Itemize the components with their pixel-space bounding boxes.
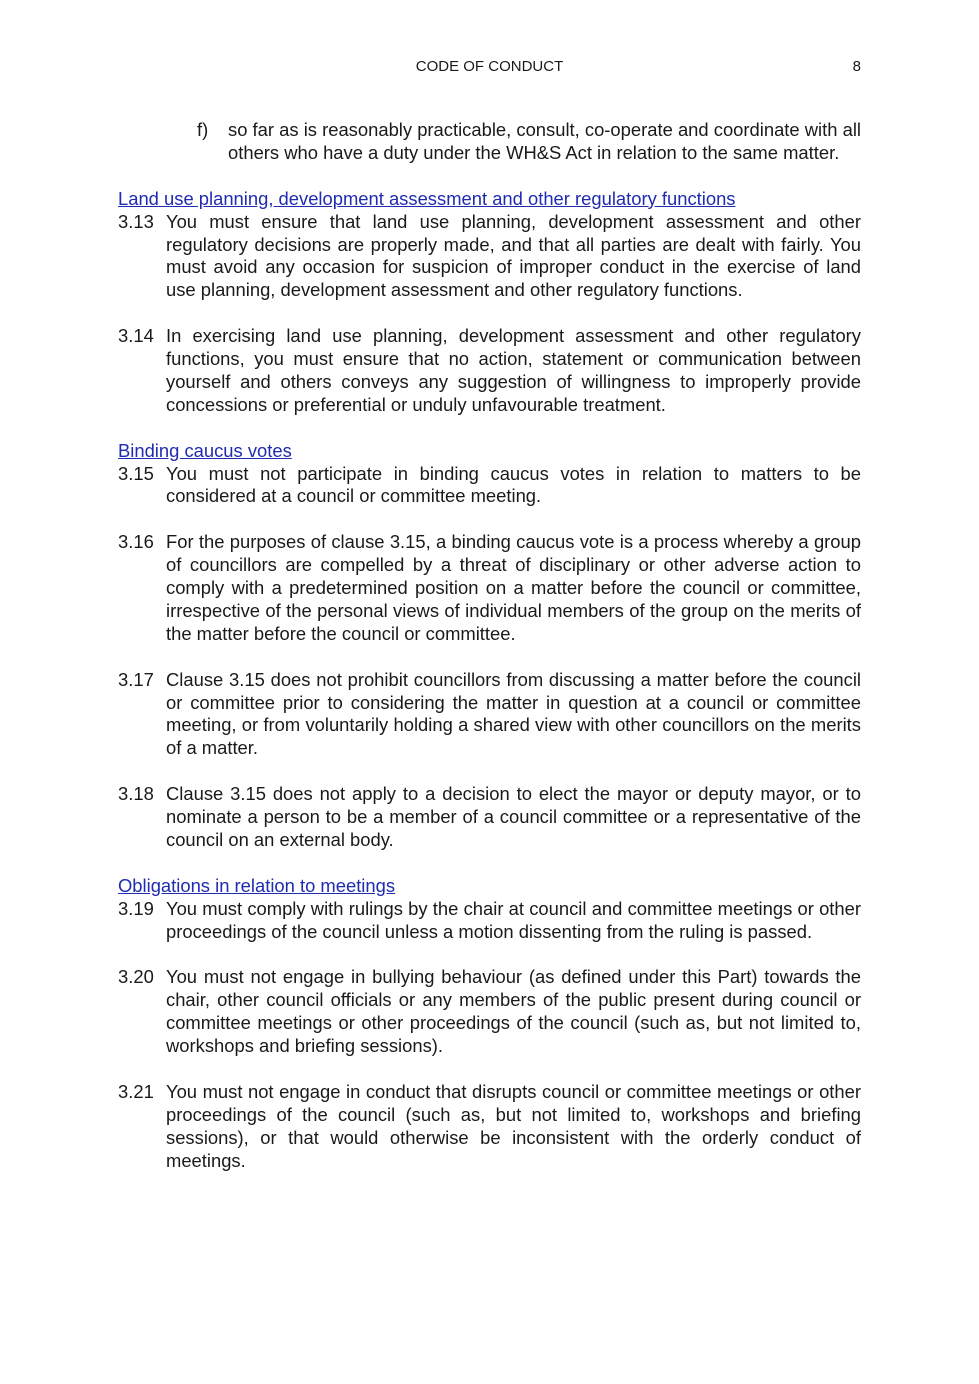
clause-number: 3.13	[118, 210, 154, 232]
list-item-f	[197, 119, 861, 165]
clause-3-17	[118, 669, 861, 761]
document-title: CODE OF CONDUCT	[415, 58, 564, 75]
clause-number: 3.16	[118, 531, 154, 553]
clause-3-16	[118, 531, 861, 646]
clause-text: Clause 3.15 does not prohibit councillors from discussing a matter before the council or committee prior to considering the matter in question at a council or committee meeting, or from voluntarily holding a shared view with other councillors on the merits of a matter.	[166, 668, 861, 759]
clause-text: Clause 3.15 does not apply to a decision to elect the mayor or deputy mayor, or to nominate a person to be a member of a council committee or a representative of the council on an external body.	[166, 783, 861, 850]
clause-text: You must not engage in bullying behaviour (as defined under this Part) towards the chair, other council officials or any members of the public present during council or committee meetings or other proceedings of the council (such as, but not limited to, workshops and briefing sessions).	[166, 966, 861, 1057]
clause-3-20	[118, 966, 861, 1058]
clause-3-14	[118, 325, 861, 417]
document-body	[118, 119, 861, 1173]
clause-3-18	[118, 783, 861, 852]
list-marker: f)	[197, 119, 209, 140]
clause-number: 3.20	[118, 966, 154, 988]
running-header	[118, 58, 861, 78]
clause-3-21	[118, 1081, 861, 1173]
clause-text: You must ensure that land use planning, development assessment and other regulatory decisions are properly made, and that all parties are dealt with fairly. You must avoid any occasion for suspicion of improper conduct in the exercise of land use planning, development assessment and other regulatory functions.	[166, 210, 861, 301]
clause-text: You must not participate in binding caucus votes in relation to matters to be considered at a council or committee meeting.	[166, 462, 861, 507]
clause-number: 3.17	[118, 668, 154, 690]
page-number: 8	[852, 58, 861, 75]
clause-number: 3.19	[118, 897, 154, 919]
section-heading-land-use[interactable]: Land use planning, development assessment and other regulatory functions	[118, 187, 736, 209]
section-heading-binding-caucus[interactable]: Binding caucus votes	[118, 439, 292, 461]
clause-number: 3.21	[118, 1080, 154, 1102]
clause-number: 3.14	[118, 325, 154, 347]
clause-text: You must not engage in conduct that disrupts council or committee meetings or other proceedings of the council (such as, but not limited to, workshops and briefing sessions), or that would otherwise be inconsistent with the orderly conduct of meetings.	[166, 1080, 861, 1171]
list-item-text: so far as is reasonably practicable, consult, co-operate and coordinate with all others who have a duty under the WH&S Act in relation to the same matter.	[228, 119, 861, 163]
clause-text: You must comply with rulings by the chair at council and committee meetings or other proceedings of the council unless a motion dissenting from the ruling is passed.	[166, 897, 861, 942]
clause-3-19	[118, 898, 861, 944]
clause-number: 3.18	[118, 783, 154, 805]
section-heading-meetings[interactable]: Obligations in relation to meetings	[118, 874, 396, 896]
clause-3-15	[118, 463, 861, 509]
clause-number: 3.15	[118, 462, 154, 484]
clause-text: For the purposes of clause 3.15, a binding caucus vote is a process whereby a group of councillors are compelled by a threat of disciplinary or other adverse action to comply with a predetermined position on a matter before the council or committee, irrespective of the personal views of individual members of the group on the merits of the matter before the council or committee.	[166, 531, 861, 644]
clause-3-13	[118, 211, 861, 303]
clause-text: In exercising land use planning, development assessment and other regulatory functions, you must ensure that no action, statement or communication between yourself and others conveys any suggestion of willingness to improperly provide concessions or preferential or unduly unfavourable treatment.	[166, 325, 861, 415]
